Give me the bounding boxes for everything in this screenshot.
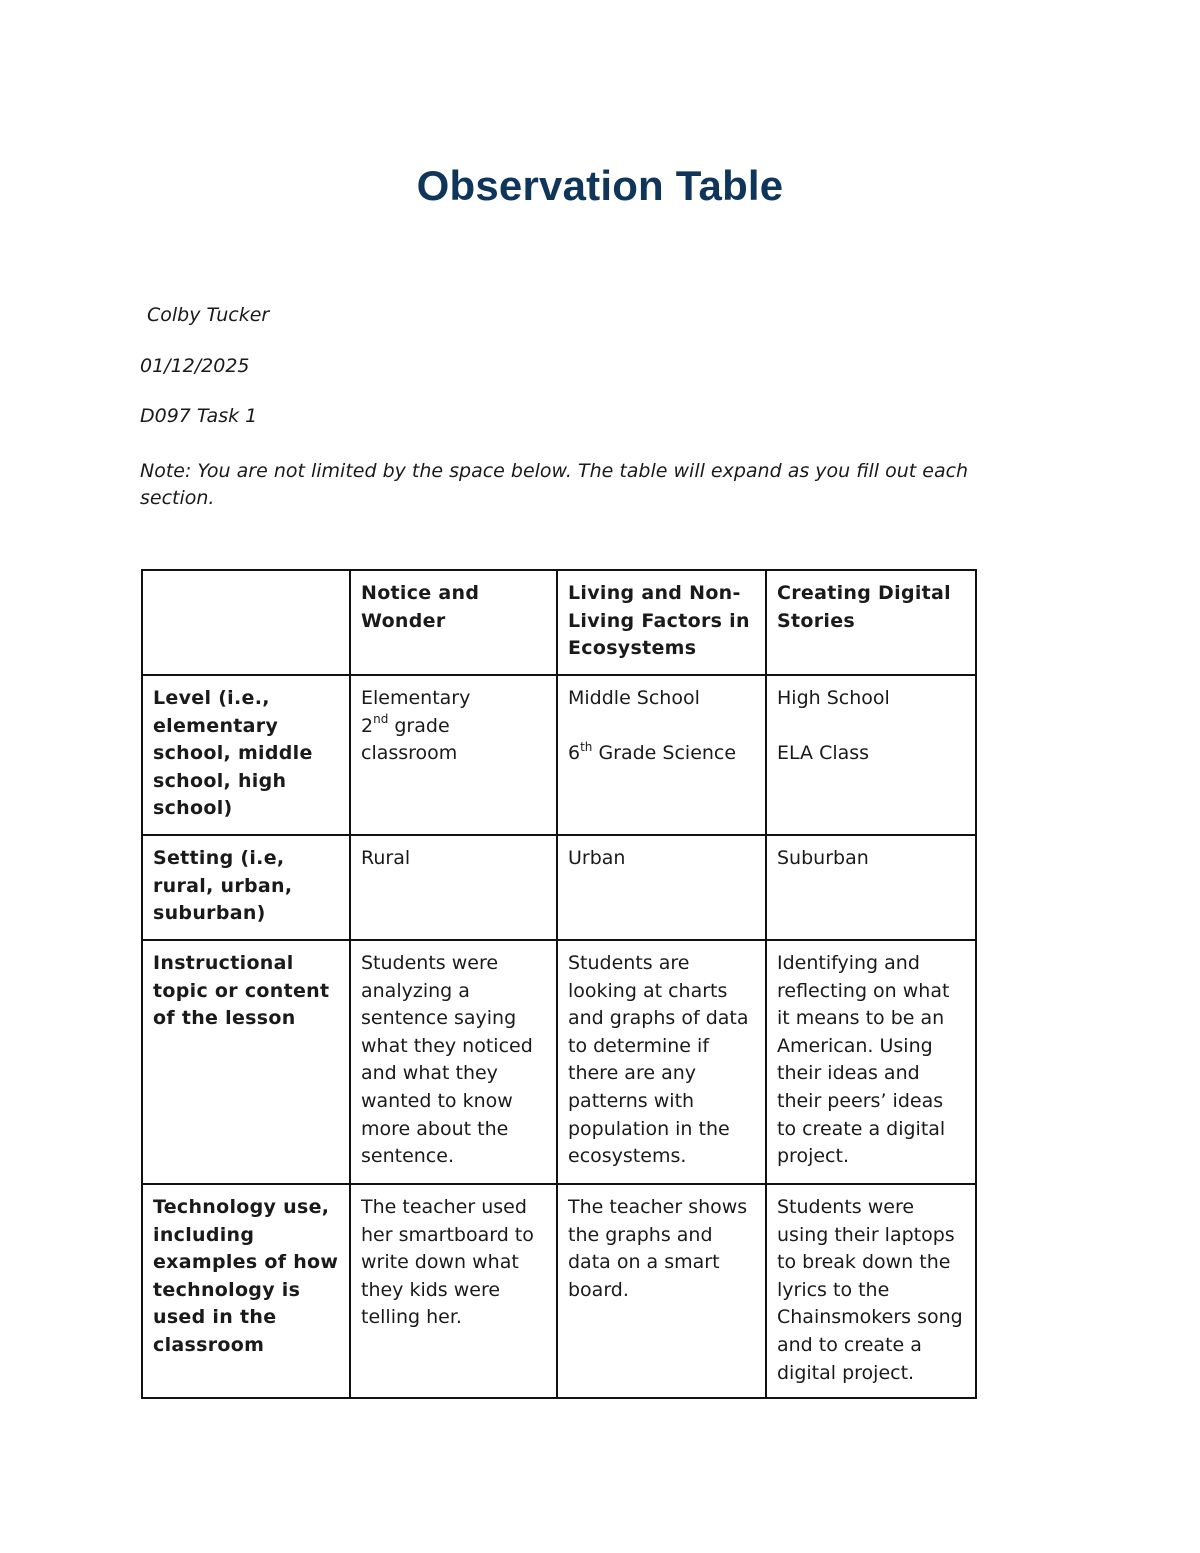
table-row-setting (142, 835, 976, 940)
cell-topic-notice: Students were analyzing a sentence saying what they noticed and what they wanted to know more about the sentence. (350, 940, 557, 1184)
observation-table (141, 569, 977, 1399)
table-row-topic (142, 940, 976, 1184)
cell-level-digital (766, 675, 976, 835)
cell-level-living-rest: Grade Science (592, 742, 737, 765)
header-empty-cell (142, 570, 350, 675)
cell-topic-living: Students are looking at charts and graphs of data to determine if there are any patterns with population in the ecosystems. (557, 940, 766, 1184)
header-notice-and-wonder: Notice and Wonder (350, 570, 557, 675)
header-living-nonliving-factors: Living and Non-Living Factors in Ecosystems (557, 570, 766, 675)
cell-setting-living: Urban (557, 835, 766, 940)
cell-level-living-grade-suffix: th (580, 739, 593, 754)
cell-level-living-line1: Middle School (568, 687, 700, 709)
cell-level-digital-line2: ELA Class (777, 742, 870, 765)
cell-technology-living: The teacher shows the graphs and data on a smart board. (557, 1184, 766, 1398)
cell-level-digital-line1: High School (777, 687, 890, 709)
table-row-level (142, 675, 976, 835)
row-label-setting: Setting (i.e, rural, urban, suburban) (142, 835, 350, 940)
instruction-note: Note: You are not limited by the space below. The table will expand as you fill out each section. (140, 460, 969, 509)
page-title: Observation Table (416, 162, 784, 209)
row-label-topic: Instructional topic or content of the lesson (142, 940, 350, 1184)
cell-level-notice (350, 675, 557, 835)
table-header-row (142, 570, 976, 675)
cell-level-living-grade-number: 6 (568, 742, 581, 765)
row-label-technology: Technology use, including examples of how technology is used in the classroom (142, 1184, 350, 1398)
header-creating-digital-stories: Creating Digital Stories (766, 570, 976, 675)
author-name: Colby Tucker (147, 304, 270, 326)
cell-setting-digital: Suburban (766, 835, 976, 940)
cell-technology-digital: Students were using their laptops to break down the lyrics to the Chainsmokers song and to create a digital project. (766, 1184, 976, 1398)
cell-level-notice-grade-suffix: nd (373, 712, 389, 727)
cell-setting-notice: Rural (350, 835, 557, 940)
cell-level-notice-grade-number: 2 (361, 714, 374, 737)
task-label: D097 Task 1 (140, 405, 258, 427)
cell-level-notice-line1: Elementary (361, 687, 471, 709)
cell-technology-notice: The teacher used her smartboard to write down what they kids were telling her. (350, 1184, 557, 1398)
table-row-technology (142, 1184, 976, 1398)
document-date: 01/12/2025 (140, 355, 250, 377)
cell-level-living (557, 675, 766, 835)
cell-level-notice-rest: grade classroom (361, 714, 458, 765)
cell-topic-digital: Identifying and reflecting on what it means to be an American. Using their ideas and their peers’ ideas to create a digital project. (766, 940, 976, 1184)
row-label-level: Level (i.e., elementary school, middle school, high school) (142, 675, 350, 835)
